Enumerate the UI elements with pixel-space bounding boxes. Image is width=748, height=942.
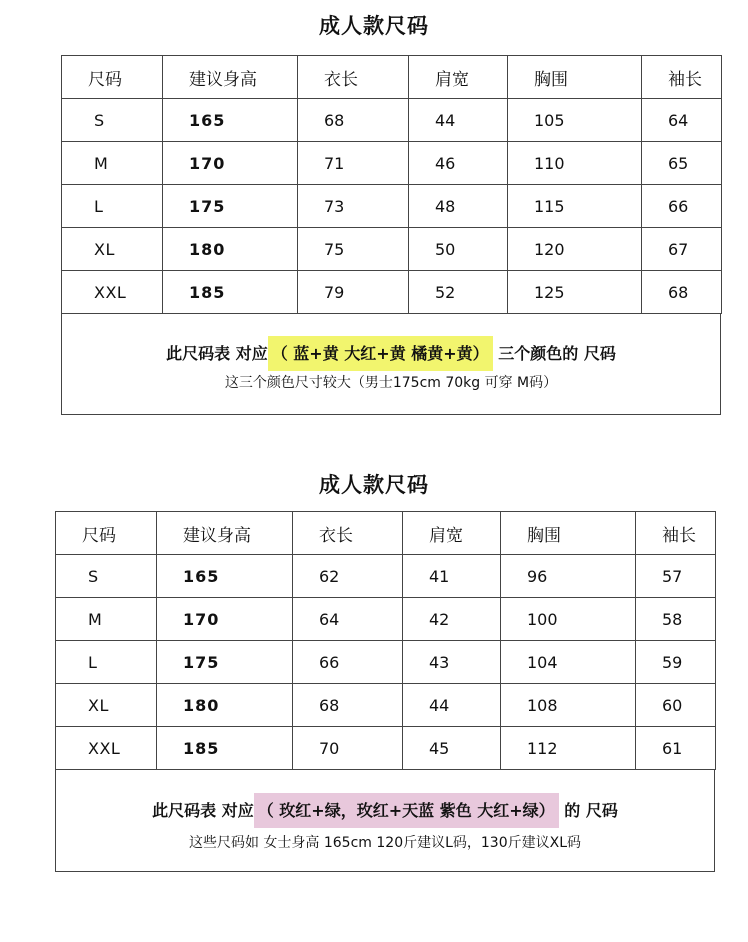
cell-size: S <box>62 99 163 142</box>
header-sleeve: 袖长 <box>636 512 716 555</box>
header-shoulder: 肩宽 <box>409 56 508 99</box>
cell-sleeve: 57 <box>636 555 716 598</box>
size-note-2 <box>55 770 715 872</box>
cell-shoulder: 41 <box>403 555 501 598</box>
size-table-1 <box>61 55 721 415</box>
cell-sleeve: 58 <box>636 598 716 641</box>
note-line-2: 这些尺码如 女士身高 165cm 120斤建议L码，130斤建议XL码 <box>188 835 582 851</box>
cell-chest: 100 <box>501 598 636 641</box>
header-height: 建议身高 <box>157 512 293 555</box>
header-chest: 胸围 <box>501 512 636 555</box>
cell-sleeve: 61 <box>636 727 716 770</box>
table-row <box>62 271 722 314</box>
cell-size: XXL <box>62 271 163 314</box>
cell-length: 71 <box>298 142 409 185</box>
table-row <box>62 228 722 271</box>
cell-height: 165 <box>163 99 298 142</box>
cell-chest: 96 <box>501 555 636 598</box>
table-row <box>56 598 716 641</box>
cell-size: S <box>56 555 157 598</box>
cell-length: 70 <box>293 727 403 770</box>
cell-height: 180 <box>163 228 298 271</box>
cell-chest: 110 <box>508 142 642 185</box>
cell-height: 175 <box>157 641 293 684</box>
cell-chest: 115 <box>508 185 642 228</box>
cell-length: 68 <box>293 684 403 727</box>
cell-height: 185 <box>157 727 293 770</box>
cell-height: 180 <box>157 684 293 727</box>
cell-sleeve: 65 <box>642 142 722 185</box>
cell-chest: 104 <box>501 641 636 684</box>
header-height: 建议身高 <box>163 56 298 99</box>
note-prefix: 此尺码表 对应 <box>152 801 254 820</box>
cell-shoulder: 44 <box>409 99 508 142</box>
cell-size: XL <box>56 684 157 727</box>
cell-length: 68 <box>298 99 409 142</box>
cell-sleeve: 68 <box>642 271 722 314</box>
size-note-1 <box>61 314 721 415</box>
cell-size: XXL <box>56 727 157 770</box>
cell-chest: 120 <box>508 228 642 271</box>
cell-length: 62 <box>293 555 403 598</box>
cell-length: 75 <box>298 228 409 271</box>
cell-sleeve: 64 <box>642 99 722 142</box>
table-row <box>56 555 716 598</box>
header-shoulder: 肩宽 <box>403 512 501 555</box>
note-suffix: 三个颜色的 尺码 <box>498 344 616 363</box>
cell-length: 79 <box>298 271 409 314</box>
cell-size: L <box>56 641 157 684</box>
note-line-1 <box>62 341 720 364</box>
cell-chest: 112 <box>501 727 636 770</box>
cell-size: M <box>56 598 157 641</box>
size-table-2 <box>55 511 715 872</box>
note-line-1 <box>56 798 714 821</box>
cell-size: M <box>62 142 163 185</box>
note-line-2: 这三个颜色尺寸较大（男士175cm 70kg 可穿 M码） <box>224 375 558 391</box>
cell-shoulder: 42 <box>403 598 501 641</box>
color-highlight: （ 玫红+绿，玫红+天蓝 紫色 大红+绿） <box>254 793 559 828</box>
table-row <box>62 185 722 228</box>
cell-sleeve: 59 <box>636 641 716 684</box>
cell-height: 170 <box>157 598 293 641</box>
note-prefix: 此尺码表 对应 <box>166 344 268 363</box>
cell-shoulder: 45 <box>403 727 501 770</box>
cell-shoulder: 46 <box>409 142 508 185</box>
header-sleeve: 袖长 <box>642 56 722 99</box>
chart2-title: 成人款尺码 <box>319 473 429 497</box>
table-row <box>56 641 716 684</box>
cell-sleeve: 66 <box>642 185 722 228</box>
table-row <box>62 99 722 142</box>
table-header-row <box>56 512 716 555</box>
cell-size: XL <box>62 228 163 271</box>
cell-shoulder: 50 <box>409 228 508 271</box>
cell-chest: 125 <box>508 271 642 314</box>
cell-length: 73 <box>298 185 409 228</box>
cell-size: L <box>62 185 163 228</box>
header-chest: 胸围 <box>508 56 642 99</box>
table-row <box>56 727 716 770</box>
cell-sleeve: 67 <box>642 228 722 271</box>
header-size: 尺码 <box>56 512 157 555</box>
table-header-row <box>62 56 722 99</box>
table-row <box>56 684 716 727</box>
table-row <box>62 142 722 185</box>
color-highlight: （ 蓝+黄 大红+黄 橘黄+黄） <box>268 336 493 371</box>
note-suffix: 的 尺码 <box>564 801 618 820</box>
cell-chest: 105 <box>508 99 642 142</box>
header-length: 衣长 <box>298 56 409 99</box>
cell-length: 66 <box>293 641 403 684</box>
cell-sleeve: 60 <box>636 684 716 727</box>
chart1-title: 成人款尺码 <box>319 14 429 38</box>
cell-length: 64 <box>293 598 403 641</box>
cell-shoulder: 52 <box>409 271 508 314</box>
cell-height: 185 <box>163 271 298 314</box>
header-size: 尺码 <box>62 56 163 99</box>
cell-chest: 108 <box>501 684 636 727</box>
cell-shoulder: 43 <box>403 641 501 684</box>
cell-height: 170 <box>163 142 298 185</box>
cell-shoulder: 48 <box>409 185 508 228</box>
cell-height: 165 <box>157 555 293 598</box>
cell-shoulder: 44 <box>403 684 501 727</box>
header-length: 衣长 <box>293 512 403 555</box>
cell-height: 175 <box>163 185 298 228</box>
